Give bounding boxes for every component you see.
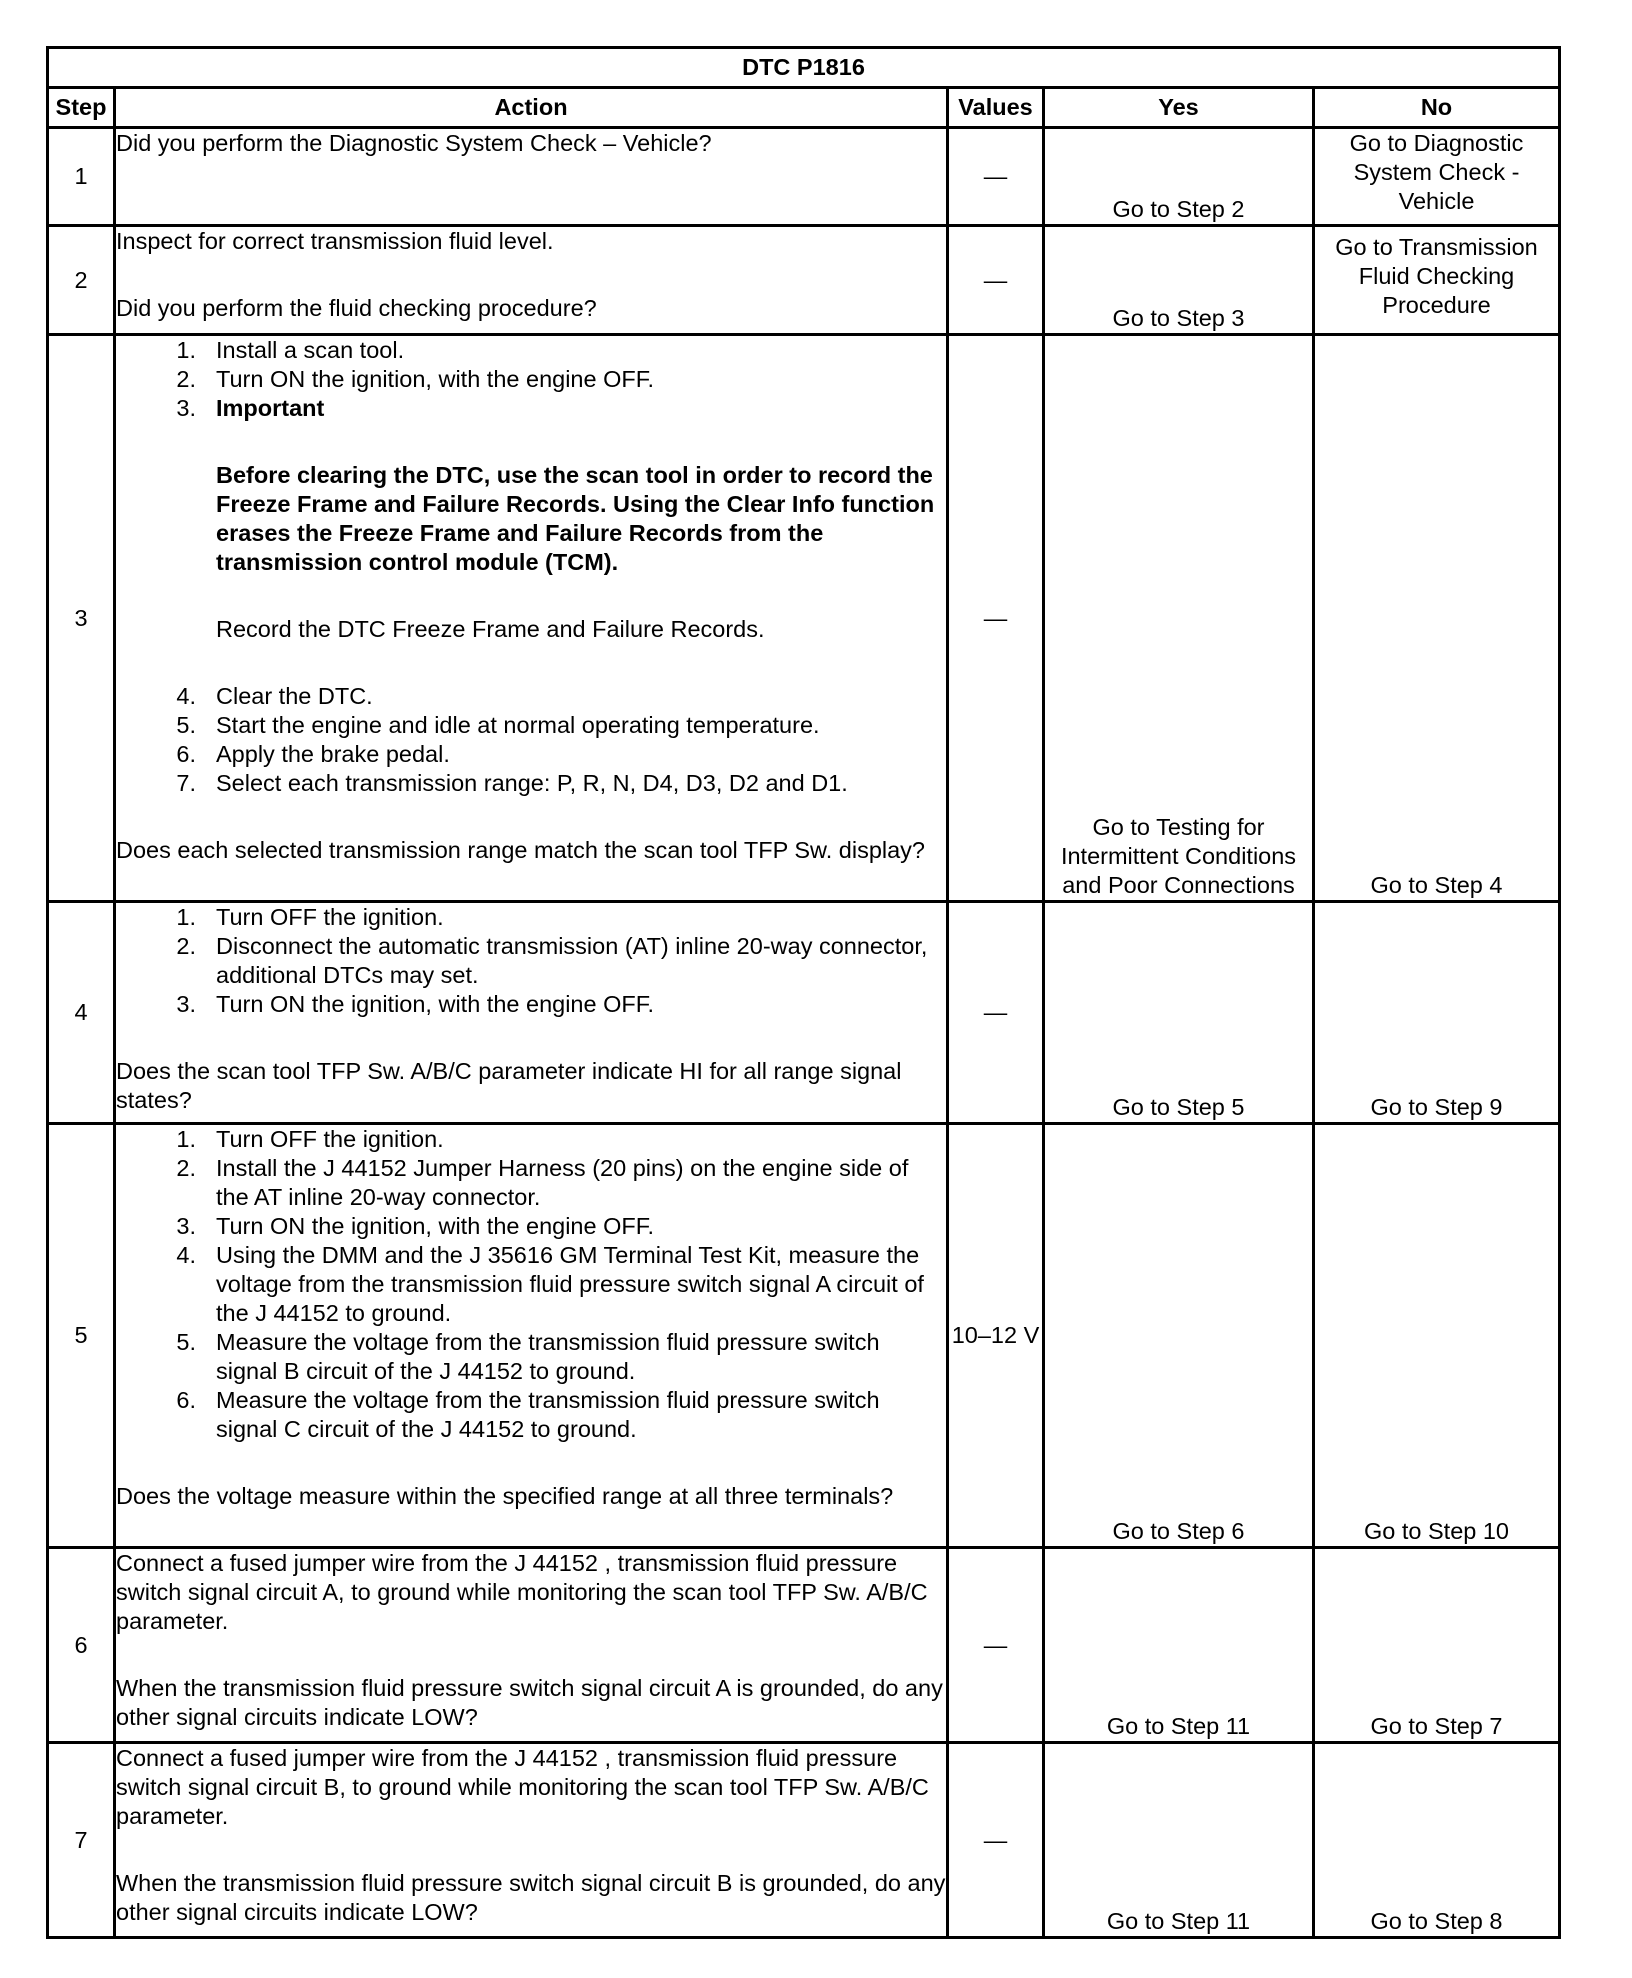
header-step: Step xyxy=(48,88,115,128)
list-item: 2. Disconnect the automatic transmission (AT) inline 20-way connector, additional DTCs may set. xyxy=(176,933,928,988)
table-row xyxy=(48,1743,1560,1938)
action-question: When the transmission fluid pressure switch signal circuit A is grounded, do any other signal circuits indicate LOW? xyxy=(116,1675,943,1730)
header-no: No xyxy=(1314,88,1560,128)
values-cell: 10–12 V xyxy=(948,1124,1044,1548)
step-number: 7 xyxy=(48,1743,115,1938)
values-cell: — xyxy=(948,1743,1044,1938)
header-values: Values xyxy=(948,88,1044,128)
action-cell xyxy=(115,226,948,335)
action-cell xyxy=(115,1548,948,1743)
header-action: Action xyxy=(115,88,948,128)
diagnostic-table xyxy=(46,46,1561,1939)
yes-cell: Go to Step 5 xyxy=(1044,902,1314,1124)
action-question: Did you perform the Diagnostic System Check – Vehicle? xyxy=(116,130,712,156)
action-cell xyxy=(115,1124,948,1548)
no-cell: Go to Diagnostic System Check - Vehicle xyxy=(1314,128,1560,226)
action-cell xyxy=(115,1743,948,1938)
no-cell: Go to Step 9 xyxy=(1314,902,1560,1124)
yes-cell: Go to Step 11 xyxy=(1044,1548,1314,1743)
action-cell xyxy=(115,902,948,1124)
step-number: 3 xyxy=(48,335,115,902)
no-cell: Go to Step 7 xyxy=(1314,1548,1560,1743)
important-note: Before clearing the DTC, use the scan tool in order to record the Freeze Frame and Failure Records. Using the Clear Info function erases the Freeze Frame and Failure Records from the transmission control module (TCM). xyxy=(216,462,935,575)
list-item: 4. Clear the DTC. xyxy=(176,683,373,709)
action-intro: Connect a fused jumper wire from the J 44152 , transmission fluid pressure switch signal circuit A, to ground while monitoring the scan tool TFP Sw. A/B/C parameter. xyxy=(116,1550,928,1634)
table-row xyxy=(48,902,1560,1124)
action-intro: Inspect for correct transmission fluid level. xyxy=(116,228,554,254)
action-question: When the transmission fluid pressure switch signal circuit B is grounded, do any other signal circuits indicate LOW? xyxy=(116,1870,946,1925)
values-cell: — xyxy=(948,128,1044,226)
no-cell: Go to Transmission Fluid Checking Procedure xyxy=(1314,226,1560,335)
list-item: 4. Using the DMM and the J 35616 GM Terminal Test Kit, measure the voltage from the transmission fluid pressure switch signal A circuit of the J 44152 to ground. xyxy=(176,1242,924,1326)
list-item: 1. Turn OFF the ignition. xyxy=(176,1126,444,1152)
step-number: 1 xyxy=(48,128,115,226)
list-item: 2. Turn ON the ignition, with the engine OFF. xyxy=(176,366,655,392)
table-title: DTC P1816 xyxy=(48,48,1560,88)
step-number: 6 xyxy=(48,1548,115,1743)
list-item: 6. Measure the voltage from the transmission fluid pressure switch signal C circuit of the J 44152 to ground. xyxy=(176,1387,880,1442)
step-number: 4 xyxy=(48,902,115,1124)
list-item: 1. Turn OFF the ignition. xyxy=(176,904,444,930)
action-question: Does the scan tool TFP Sw. A/B/C parameter indicate HI for all range signal states? xyxy=(116,1058,902,1113)
yes-cell: Go to Testing for Intermittent Conditions and Poor Connections xyxy=(1044,335,1314,902)
yes-cell: Go to Step 2 xyxy=(1044,128,1314,226)
values-cell: — xyxy=(948,335,1044,902)
table-row xyxy=(48,335,1560,902)
list-item: 3. Important xyxy=(176,395,325,421)
list-item: 7. Select each transmission range: P, R, N, D4, D3, D2 and D1. xyxy=(176,770,848,796)
action-cell xyxy=(115,128,948,226)
header-yes: Yes xyxy=(1044,88,1314,128)
table-row xyxy=(48,1124,1560,1548)
step-number: 5 xyxy=(48,1124,115,1548)
table-row xyxy=(48,226,1560,335)
list-item: 3. Turn ON the ignition, with the engine OFF. xyxy=(176,1213,655,1239)
action-question: Does the voltage measure within the specified range at all three terminals? xyxy=(116,1483,894,1509)
list-item: 2. Install the J 44152 Jumper Harness (20 pins) on the engine side of the AT inline 20-way connector. xyxy=(176,1155,909,1210)
list-item: 3. Turn ON the ignition, with the engine OFF. xyxy=(176,991,655,1017)
table-row xyxy=(48,128,1560,226)
list-item: 6. Apply the brake pedal. xyxy=(176,741,450,767)
list-item: 5. Measure the voltage from the transmission fluid pressure switch signal B circuit of the J 44152 to ground. xyxy=(176,1329,880,1384)
table-row xyxy=(48,1548,1560,1743)
values-cell: — xyxy=(948,902,1044,1124)
step-number: 2 xyxy=(48,226,115,335)
action-intro: Connect a fused jumper wire from the J 44152 , transmission fluid pressure switch signal circuit B, to ground while monitoring the scan tool TFP Sw. A/B/C parameter. xyxy=(116,1745,929,1829)
action-cell xyxy=(115,335,948,902)
no-cell: Go to Step 4 xyxy=(1314,335,1560,902)
no-cell: Go to Step 8 xyxy=(1314,1743,1560,1938)
values-cell: — xyxy=(948,1548,1044,1743)
yes-cell: Go to Step 6 xyxy=(1044,1124,1314,1548)
yes-cell: Go to Step 11 xyxy=(1044,1743,1314,1938)
action-question: Does each selected transmission range match the scan tool TFP Sw. display? xyxy=(116,837,925,863)
action-question: Did you perform the fluid checking procedure? xyxy=(116,295,597,321)
values-cell: — xyxy=(948,226,1044,335)
important-label: Important xyxy=(216,395,325,421)
yes-cell: Go to Step 3 xyxy=(1044,226,1314,335)
list-item: 5. Start the engine and idle at normal operating temperature. xyxy=(176,712,820,738)
list-item: 1. Install a scan tool. xyxy=(176,337,405,363)
record-instruction: Record the DTC Freeze Frame and Failure Records. xyxy=(216,616,765,642)
no-cell: Go to Step 10 xyxy=(1314,1124,1560,1548)
